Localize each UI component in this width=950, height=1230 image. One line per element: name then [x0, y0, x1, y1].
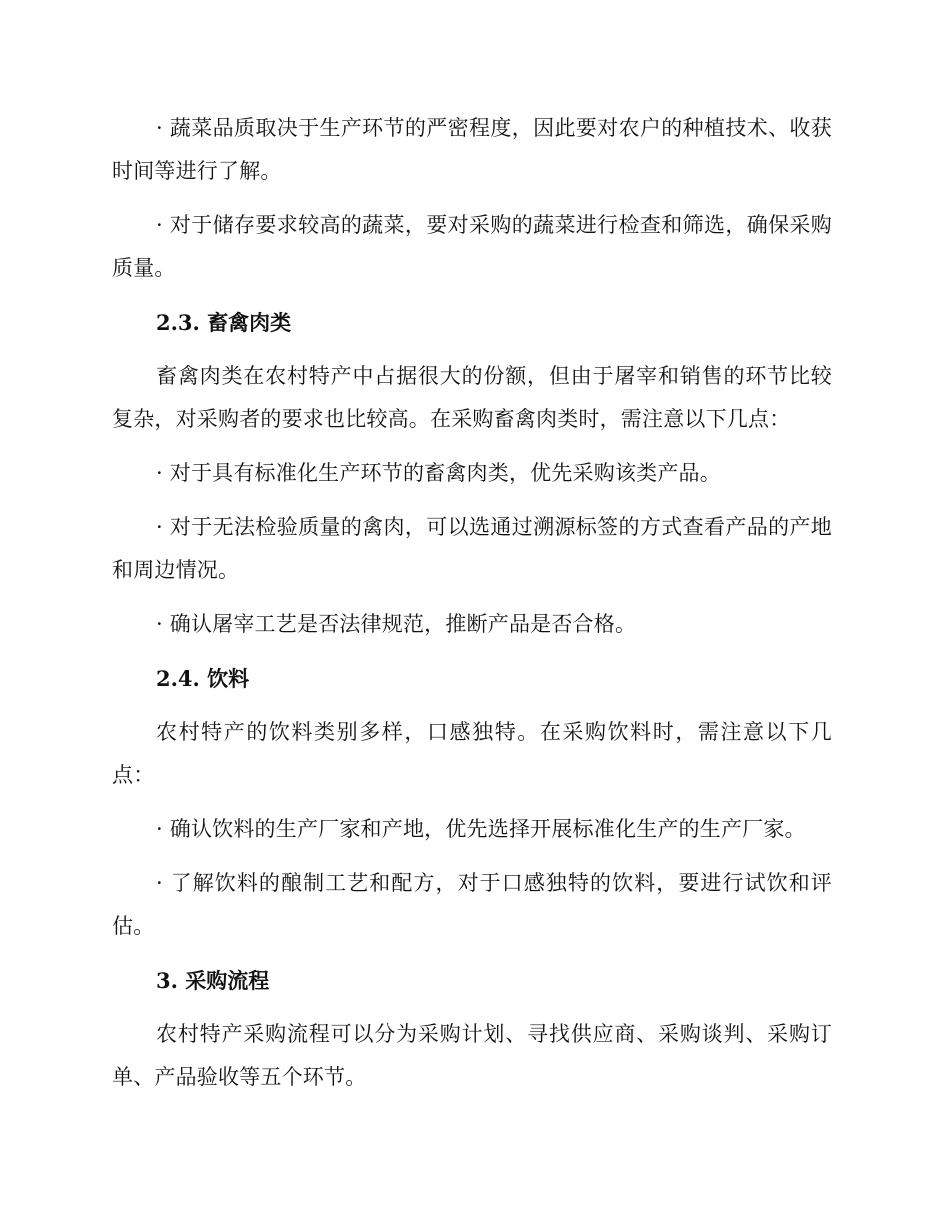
bullet-beverage-process: · 了解饮料的酿制工艺和配方，对于口感独特的饮料，要进行试饮和评估。 — [112, 871, 832, 938]
paragraph-livestock-intro: 畜禽肉类在农村特产中占据很大的份额，但由于屠宰和销售的环节比较复杂，对采购者的要求也比较高。在采购畜禽肉类时，需注意以下几点： — [112, 364, 832, 431]
bullet-livestock-trace: · 对于无法检验质量的禽肉，可以选通过溯源标签的方式查看产品的产地和周边情况。 — [112, 515, 832, 582]
bullet-vegetable-quality: · 蔬菜品质取决于生产环节的严密程度，因此要对农户的种植技术、收获时间等进行了解。 — [112, 116, 832, 183]
bullet-livestock-standard: · 对于具有标准化生产环节的畜禽肉类，优先采购该类产品。 — [156, 461, 721, 485]
bullet-vegetable-storage: · 对于储存要求较高的蔬菜，要对采购的蔬菜进行检查和筛选，确保采购质量。 — [112, 213, 832, 280]
section-heading-beverages: 2.4. 饮料 — [156, 666, 250, 691]
bullet-livestock-slaughter: · 确认屠宰工艺是否法律规范，推断产品是否合格。 — [156, 612, 637, 636]
paragraph-procurement-process: 农村特产采购流程可以分为采购计划、寻找供应商、采购谈判、采购订单、产品验收等五个环节。 — [112, 1022, 832, 1089]
bullet-beverage-manufacturer: · 确认饮料的生产厂家和产地，优先选择开展标准化生产的生产厂家。 — [156, 817, 806, 841]
section-heading-livestock: 2.3. 畜禽肉类 — [156, 310, 292, 335]
section-heading-procurement-process: 3. 采购流程 — [156, 968, 270, 993]
paragraph-beverages-intro: 农村特产的饮料类别多样，口感独特。在采购饮料时，需注意以下几点： — [112, 720, 832, 787]
document-body — [112, 107, 832, 1110]
